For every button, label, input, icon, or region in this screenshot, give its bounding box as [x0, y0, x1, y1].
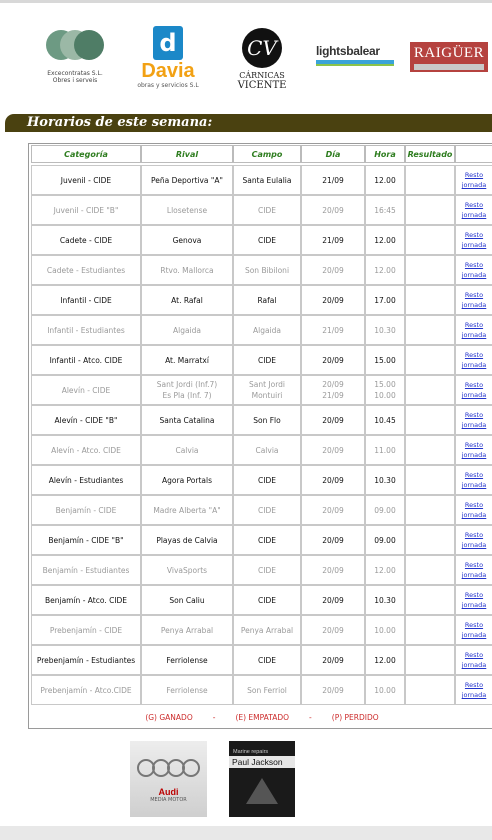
cell-rival: Madre Alberta "A": [141, 495, 233, 525]
carnicas-text-2: VICENTE: [237, 80, 287, 91]
cell-campo: CIDE: [233, 465, 301, 495]
cell-dia: 20/09: [301, 495, 365, 525]
resto-jornada-link[interactable]: [455, 645, 492, 675]
link-line-2: jornada: [461, 361, 487, 369]
cell-dia: 20/09: [301, 345, 365, 375]
cell-campo: Penya Arrabal: [233, 615, 301, 645]
table-row: [31, 465, 492, 495]
cell-campo: Rafal: [233, 285, 301, 315]
header-resultado: Resultado: [405, 145, 455, 163]
cell-categoria: Juvenil - CIDE "B": [31, 195, 141, 225]
legend-item: (G) GANADO: [145, 713, 193, 722]
cell-categoria: Alevín - Estudiantes: [31, 465, 141, 495]
header-rival: Rival: [141, 145, 233, 163]
cell-rival: At. Rafal: [141, 285, 233, 315]
cell-categoria: Prebenjamín - Estudiantes: [31, 645, 141, 675]
resto-jornada-link[interactable]: [455, 615, 492, 645]
cell-rival: Calvia: [141, 435, 233, 465]
cell-hora: 10.00: [365, 675, 405, 705]
cell-campo: Son Ferriol: [233, 675, 301, 705]
raiguer-logo[interactable]: [410, 42, 488, 72]
header-link: [455, 145, 492, 163]
resto-jornada-link[interactable]: [455, 225, 492, 255]
cell-resultado: [405, 495, 455, 525]
header-hora: Hora: [365, 145, 405, 163]
cell-rival: Algaida: [141, 315, 233, 345]
cell-categoria: Cadete - Estudiantes: [31, 255, 141, 285]
cell-campo: CIDE: [233, 525, 301, 555]
link-line-2: jornada: [461, 241, 487, 249]
cell-resultado: [405, 225, 455, 255]
cell-categoria: Prebenjamín - Atco.CIDE: [31, 675, 141, 705]
cell-dia: 20/09 21/09: [301, 375, 365, 405]
cell-resultado: [405, 435, 455, 465]
excecontratas-logo[interactable]: [40, 24, 110, 94]
cell-dia: 20/09: [301, 525, 365, 555]
resto-jornada-link[interactable]: [455, 165, 492, 195]
cell-categoria: Infantil - Atco. CIDE: [31, 345, 141, 375]
raiguer-subline: [414, 64, 484, 70]
sail-icon: [246, 778, 278, 804]
link-line-2: jornada: [461, 181, 487, 189]
paul-jackson-tagline: Marine repairs: [233, 749, 269, 755]
cell-dia: 20/09: [301, 615, 365, 645]
cell-campo: Son Bibiloni: [233, 255, 301, 285]
table-row: [31, 645, 492, 675]
carnicas-mark-icon: CV: [242, 28, 282, 68]
link-line-2: jornada: [461, 571, 487, 579]
cell-hora: 15.00: [365, 345, 405, 375]
cell-rival: Penya Arrabal: [141, 615, 233, 645]
cell-categoria: Prebenjamín - CIDE: [31, 615, 141, 645]
cell-categoria: Benjamín - Atco. CIDE: [31, 585, 141, 615]
header-categoria: Categoría: [31, 145, 141, 163]
link-line-2: jornada: [461, 391, 487, 399]
cell-rival: Ferriolense: [141, 645, 233, 675]
resto-jornada-link[interactable]: [455, 435, 492, 465]
cell-hora: 12.00: [365, 645, 405, 675]
footer-bar: [0, 826, 492, 840]
resto-jornada-link[interactable]: [455, 525, 492, 555]
cell-resultado: [405, 315, 455, 345]
cell-resultado: [405, 255, 455, 285]
result-legend: [31, 710, 492, 726]
cell-rival: Agora Portals: [141, 465, 233, 495]
excecontratas-text: Excecontratas S.L. Obres i serveis: [47, 70, 103, 84]
table-header: [31, 145, 492, 163]
cell-categoria: Alevín - CIDE: [31, 375, 141, 405]
cell-categoria: Cadete - CIDE: [31, 225, 141, 255]
table-row: [31, 405, 492, 435]
excecontratas-mark-icon: [44, 24, 106, 66]
table-row: [31, 195, 492, 225]
cell-hora: 17.00: [365, 285, 405, 315]
link-line-1: Resto: [464, 201, 484, 209]
cell-dia: 20/09: [301, 255, 365, 285]
cell-rival: Santa Catalina: [141, 405, 233, 435]
link-line-2: jornada: [461, 691, 487, 699]
link-line-1: Resto: [464, 231, 484, 239]
cell-hora: 12.00: [365, 555, 405, 585]
cell-dia: 20/09: [301, 555, 365, 585]
link-line-2: jornada: [461, 331, 487, 339]
resto-jornada-link[interactable]: [455, 585, 492, 615]
cell-campo: CIDE: [233, 495, 301, 525]
cell-hora: 09.00: [365, 525, 405, 555]
table-row: [31, 525, 492, 555]
cell-hora: 12.00: [365, 255, 405, 285]
link-line-2: jornada: [461, 271, 487, 279]
cell-rival: Llosetense: [141, 195, 233, 225]
cell-categoria: Alevín - Atco. CIDE: [31, 435, 141, 465]
lightsbalear-logo[interactable]: [316, 44, 396, 68]
cell-dia: 20/09: [301, 675, 365, 705]
cell-dia: 20/09: [301, 465, 365, 495]
cell-dia: 20/09: [301, 645, 365, 675]
table-row: [31, 165, 492, 195]
davia-mark-icon: d: [153, 26, 183, 60]
schedule-table: [28, 143, 492, 729]
link-line-1: Resto: [464, 321, 484, 329]
table-row: [31, 615, 492, 645]
cell-campo: CIDE: [233, 585, 301, 615]
cell-hora: 10.30: [365, 585, 405, 615]
link-line-2: jornada: [461, 601, 487, 609]
cell-rival: Playas de Calvia: [141, 525, 233, 555]
link-line-1: Resto: [464, 471, 484, 479]
audi-name: Audi: [158, 787, 179, 797]
header-dia: Día: [301, 145, 365, 163]
cell-resultado: [405, 525, 455, 555]
cell-campo: Sant Jordi Montuiri: [233, 375, 301, 405]
cell-campo: Algaida: [233, 315, 301, 345]
cell-hora: 11.00: [365, 435, 405, 465]
resto-jornada-link[interactable]: [455, 195, 492, 225]
audi-logo[interactable]: [130, 741, 207, 817]
link-line-2: jornada: [461, 541, 487, 549]
cell-rival: At. Marratxí: [141, 345, 233, 375]
paul-jackson-logo[interactable]: [229, 741, 295, 817]
cell-hora: 12.00: [365, 225, 405, 255]
table-row: [31, 285, 492, 315]
raiguer-name: RAIGÜER: [413, 45, 485, 61]
cell-dia: 20/09: [301, 435, 365, 465]
section-title: Horarios de este semana:: [27, 115, 213, 130]
cell-dia: 20/09: [301, 195, 365, 225]
resto-jornada-link[interactable]: [455, 345, 492, 375]
link-line-1: Resto: [464, 531, 484, 539]
resto-jornada-link[interactable]: [455, 315, 492, 345]
resto-jornada-link[interactable]: [455, 555, 492, 585]
cell-dia: 20/09: [301, 405, 365, 435]
link-line-1: Resto: [464, 261, 484, 269]
davia-sub: obras y servicios S.L: [137, 82, 199, 89]
link-line-2: jornada: [461, 481, 487, 489]
legend-item: (P) PERDIDO: [331, 713, 379, 722]
link-line-1: Resto: [464, 681, 484, 689]
lightsbalear-bar-2: [316, 64, 394, 66]
link-line-1: Resto: [464, 621, 484, 629]
link-line-1: Resto: [464, 591, 484, 599]
davia-logo[interactable]: [135, 26, 201, 98]
table-row: [31, 255, 492, 285]
resto-jornada-link[interactable]: [455, 255, 492, 285]
link-line-2: jornada: [461, 451, 487, 459]
cell-resultado: [405, 345, 455, 375]
link-line-2: jornada: [461, 301, 487, 309]
cell-hora: 10.45: [365, 405, 405, 435]
link-line-1: Resto: [464, 381, 484, 389]
link-line-2: jornada: [461, 421, 487, 429]
table-row: [31, 375, 492, 405]
audi-sub: MEDIA MOTOR: [150, 797, 187, 803]
cell-campo: CIDE: [233, 345, 301, 375]
cell-rival: Peña Deportiva "A": [141, 165, 233, 195]
lightsbalear-name: lightsbalear: [316, 44, 380, 58]
davia-name: Davia: [141, 60, 195, 82]
table-row: [31, 555, 492, 585]
cell-dia: 21/09: [301, 225, 365, 255]
cell-categoria: Infantil - Estudiantes: [31, 315, 141, 345]
link-line-1: Resto: [464, 351, 484, 359]
table-row: [31, 315, 492, 345]
cell-campo: CIDE: [233, 645, 301, 675]
resto-jornada-link[interactable]: [455, 405, 492, 435]
cell-hora: 10.30: [365, 315, 405, 345]
cell-rival: Genova: [141, 225, 233, 255]
legend-separator: -: [212, 713, 216, 722]
table-row: [31, 495, 492, 525]
cell-resultado: [405, 195, 455, 225]
cell-resultado: [405, 165, 455, 195]
resto-jornada-link[interactable]: [455, 465, 492, 495]
table-row: [31, 345, 492, 375]
link-line-1: Resto: [464, 441, 484, 449]
cell-hora: 15.00 10.00: [365, 375, 405, 405]
link-line-1: Resto: [464, 171, 484, 179]
carnicas-text-1: CÁRNICAS: [239, 71, 285, 80]
cell-dia: 21/09: [301, 315, 365, 345]
cell-campo: Son Flo: [233, 405, 301, 435]
cell-campo: CIDE: [233, 555, 301, 585]
cell-resultado: [405, 615, 455, 645]
link-line-1: Resto: [464, 501, 484, 509]
cell-hora: 16:45: [365, 195, 405, 225]
cell-campo: Calvia: [233, 435, 301, 465]
cell-hora: 10.30: [365, 465, 405, 495]
header-campo: Campo: [233, 145, 301, 163]
cell-hora: 10.00: [365, 615, 405, 645]
paul-jackson-name: Paul Jackson: [229, 756, 295, 768]
cell-resultado: [405, 555, 455, 585]
cell-resultado: [405, 285, 455, 315]
cell-rival: Son Caliu: [141, 585, 233, 615]
cell-hora: 09.00: [365, 495, 405, 525]
cell-dia: 21/09: [301, 165, 365, 195]
link-line-2: jornada: [461, 661, 487, 669]
table-row: [31, 225, 492, 255]
link-line-1: Resto: [464, 561, 484, 569]
cell-categoria: Benjamín - CIDE "B": [31, 525, 141, 555]
resto-jornada-link[interactable]: [455, 285, 492, 315]
legend-item: (E) EMPATADO: [235, 713, 290, 722]
cell-rival: Ferriolense: [141, 675, 233, 705]
table-row: [31, 675, 492, 705]
cell-dia: 20/09: [301, 585, 365, 615]
cell-campo: CIDE: [233, 195, 301, 225]
resto-jornada-link[interactable]: [455, 675, 492, 705]
cell-resultado: [405, 675, 455, 705]
cell-rival: Rtvo. Mallorca: [141, 255, 233, 285]
link-line-2: jornada: [461, 631, 487, 639]
cell-dia: 20/09: [301, 285, 365, 315]
sponsors-bottom: [0, 735, 492, 820]
cell-categoria: Infantil - CIDE: [31, 285, 141, 315]
cell-campo: CIDE: [233, 225, 301, 255]
carnicas-vicente-logo[interactable]: [234, 28, 290, 98]
cell-categoria: Benjamín - Estudiantes: [31, 555, 141, 585]
cell-resultado: [405, 375, 455, 405]
cell-hora: 12.00: [365, 165, 405, 195]
link-line-1: Resto: [464, 291, 484, 299]
legend-separator: -: [309, 713, 312, 722]
cell-rival: Sant Jordi (Inf.7) Es Pla (Inf. 7): [141, 375, 233, 405]
link-line-2: jornada: [461, 211, 487, 219]
table-row: [31, 585, 492, 615]
cell-categoria: Alevín - CIDE "B": [31, 405, 141, 435]
audi-rings-icon: [137, 759, 201, 777]
table-row: [31, 435, 492, 465]
cell-resultado: [405, 465, 455, 495]
cell-categoria: Juvenil - CIDE: [31, 165, 141, 195]
link-line-2: jornada: [461, 511, 487, 519]
link-line-1: Resto: [464, 651, 484, 659]
link-line-1: Resto: [464, 411, 484, 419]
cell-categoria: Benjamín - CIDE: [31, 495, 141, 525]
cell-resultado: [405, 405, 455, 435]
sponsors-top: [0, 0, 492, 110]
resto-jornada-link[interactable]: [455, 375, 492, 405]
cell-rival: VivaSports: [141, 555, 233, 585]
cell-resultado: [405, 645, 455, 675]
cell-resultado: [405, 585, 455, 615]
cell-campo: Santa Eulalia: [233, 165, 301, 195]
resto-jornada-link[interactable]: [455, 495, 492, 525]
